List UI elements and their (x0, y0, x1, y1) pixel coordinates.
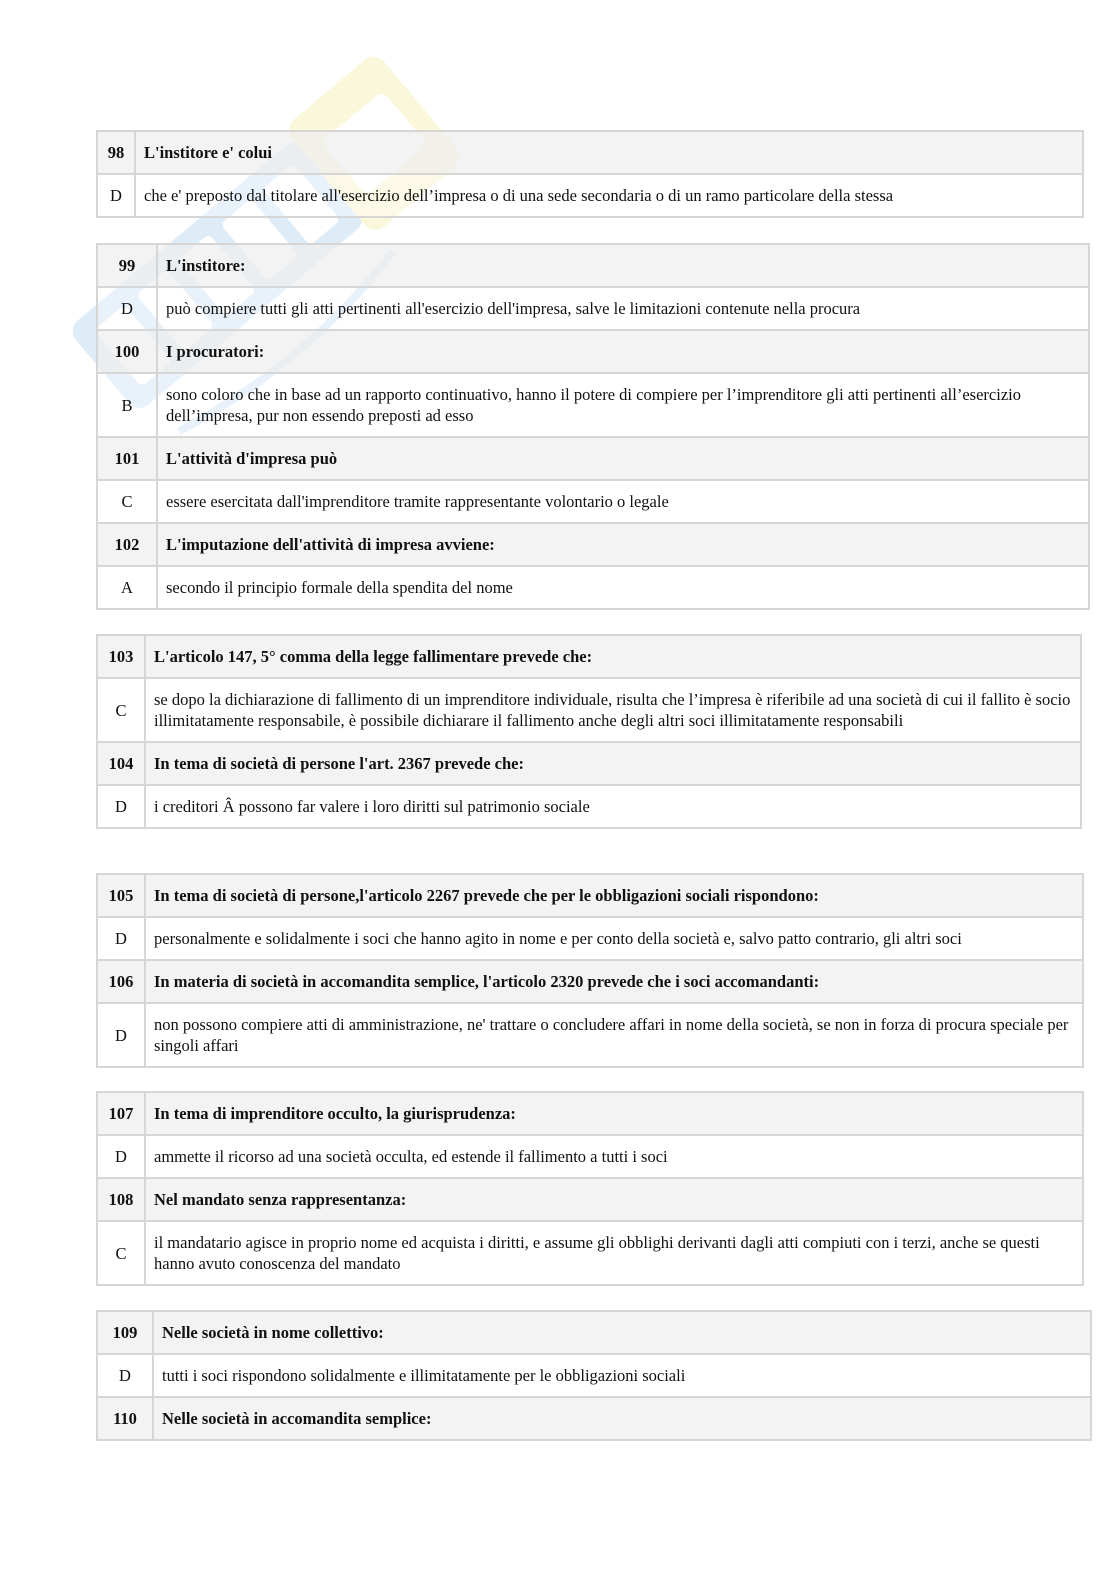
question-row (98, 438, 1088, 481)
answer-text: se dopo la dichiarazione di fallimento di un imprenditore individuale, risulta che l’impresa è riferibile ad una società di cui il fallito è socio illimitatamente responsabile, è possibile dichiarare il fallimento anche degli altri soci illimitatamente responsabili (146, 679, 1080, 743)
answer-letter: C (98, 679, 146, 743)
question-row (98, 1398, 1090, 1439)
answer-text: i creditori Â possono far valere i loro diritti sul patrimonio sociale (146, 786, 1080, 827)
answer-text: non possono compiere atti di amministrazione, ne' trattare o concludere affari in nome della società, se non in forza di procura speciale per singoli affari (146, 1004, 1082, 1066)
question-text: Nelle società in nome collettivo: (154, 1312, 1090, 1355)
answer-text: sono coloro che in base ad un rapporto continuativo, hanno il potere di compiere per l’imprenditore gli atti pertinenti all’esercizio dell’impresa, pur non essendo preposti ad esso (158, 374, 1088, 438)
question-text: I procuratori: (158, 331, 1088, 374)
answer-letter: A (98, 567, 158, 608)
answer-row (98, 679, 1080, 743)
answer-row (98, 1004, 1082, 1066)
question-row (98, 961, 1082, 1004)
question-number: 109 (98, 1312, 154, 1355)
question-table-3 (96, 634, 1082, 829)
answer-letter: D (98, 175, 136, 216)
answer-row (98, 786, 1080, 827)
answer-letter: D (98, 1136, 146, 1179)
question-number: 100 (98, 331, 158, 374)
question-row (98, 1179, 1082, 1222)
question-text: In tema di società di persone l'art. 2367 prevede che: (146, 743, 1080, 786)
question-table-5 (96, 1091, 1084, 1286)
question-number: 104 (98, 743, 146, 786)
answer-row (98, 175, 1082, 216)
question-text: In materia di società in accomandita semplice, l'articolo 2320 prevede che i soci accomandanti: (146, 961, 1082, 1004)
answer-text: personalmente e solidalmente i soci che hanno agito in nome e per conto della società e, salvo patto contrario, gli altri soci (146, 918, 1082, 961)
answer-text: essere esercitata dall'imprenditore tramite rappresentante volontario o legale (158, 481, 1088, 524)
question-table-2 (96, 243, 1090, 610)
question-number: 108 (98, 1179, 146, 1222)
question-row (98, 245, 1088, 288)
answer-text: che e' preposto dal titolare all'esercizio dell’impresa o di una sede secondaria o di un ramo particolare della stessa (136, 175, 1082, 216)
question-row (98, 524, 1088, 567)
answer-letter: D (98, 1355, 154, 1398)
question-text: L'articolo 147, 5° comma della legge fallimentare prevede che: (146, 636, 1080, 679)
answer-row (98, 567, 1088, 608)
question-number: 107 (98, 1093, 146, 1136)
question-text: L'attività d'impresa può (158, 438, 1088, 481)
answer-letter: B (98, 374, 158, 438)
question-number: 106 (98, 961, 146, 1004)
answer-letter: D (98, 918, 146, 961)
answer-row (98, 918, 1082, 961)
question-row (98, 1312, 1090, 1355)
question-text: L'imputazione dell'attività di impresa avviene: (158, 524, 1088, 567)
question-text: In tema di imprenditore occulto, la giurisprudenza: (146, 1093, 1082, 1136)
question-row (98, 331, 1088, 374)
question-row (98, 636, 1080, 679)
question-row (98, 132, 1082, 175)
answer-row (98, 374, 1088, 438)
answer-text: secondo il principio formale della spendita del nome (158, 567, 1088, 608)
answer-text: può compiere tutti gli atti pertinenti all'esercizio dell'impresa, salve le limitazioni contenute nella procura (158, 288, 1088, 331)
answer-letter: D (98, 288, 158, 331)
question-text: L'institore: (158, 245, 1088, 288)
answer-letter: C (98, 1222, 146, 1284)
answer-text: tutti i soci rispondono solidalmente e illimitatamente per le obbligazioni sociali (154, 1355, 1090, 1398)
question-number: 99 (98, 245, 158, 288)
question-number: 98 (98, 132, 136, 175)
question-text: L'institore e' colui (136, 132, 1082, 175)
answer-text: ammette il ricorso ad una società occulta, ed estende il fallimento a tutti i soci (146, 1136, 1082, 1179)
answer-text: il mandatario agisce in proprio nome ed acquista i diritti, e assume gli obblighi derivanti dagli atti compiuti con i terzi, anche se questi hanno avuto conoscenza del mandato (146, 1222, 1082, 1284)
answer-letter: D (98, 786, 146, 827)
answer-row (98, 1136, 1082, 1179)
question-text: Nelle società in accomandita semplice: (154, 1398, 1090, 1439)
answer-row (98, 1355, 1090, 1398)
question-row (98, 875, 1082, 918)
question-text: Nel mandato senza rappresentanza: (146, 1179, 1082, 1222)
question-number: 101 (98, 438, 158, 481)
question-text: In tema di società di persone,l'articolo 2267 prevede che per le obbligazioni sociali rispondono: (146, 875, 1082, 918)
answer-letter: C (98, 481, 158, 524)
question-row (98, 743, 1080, 786)
question-number: 110 (98, 1398, 154, 1439)
answer-row (98, 481, 1088, 524)
answer-row (98, 1222, 1082, 1284)
question-table-4 (96, 873, 1084, 1068)
question-row (98, 1093, 1082, 1136)
question-table-6 (96, 1310, 1092, 1441)
answer-letter: D (98, 1004, 146, 1066)
question-number: 105 (98, 875, 146, 918)
answer-row (98, 288, 1088, 331)
question-number: 103 (98, 636, 146, 679)
question-table-1 (96, 130, 1084, 218)
question-number: 102 (98, 524, 158, 567)
